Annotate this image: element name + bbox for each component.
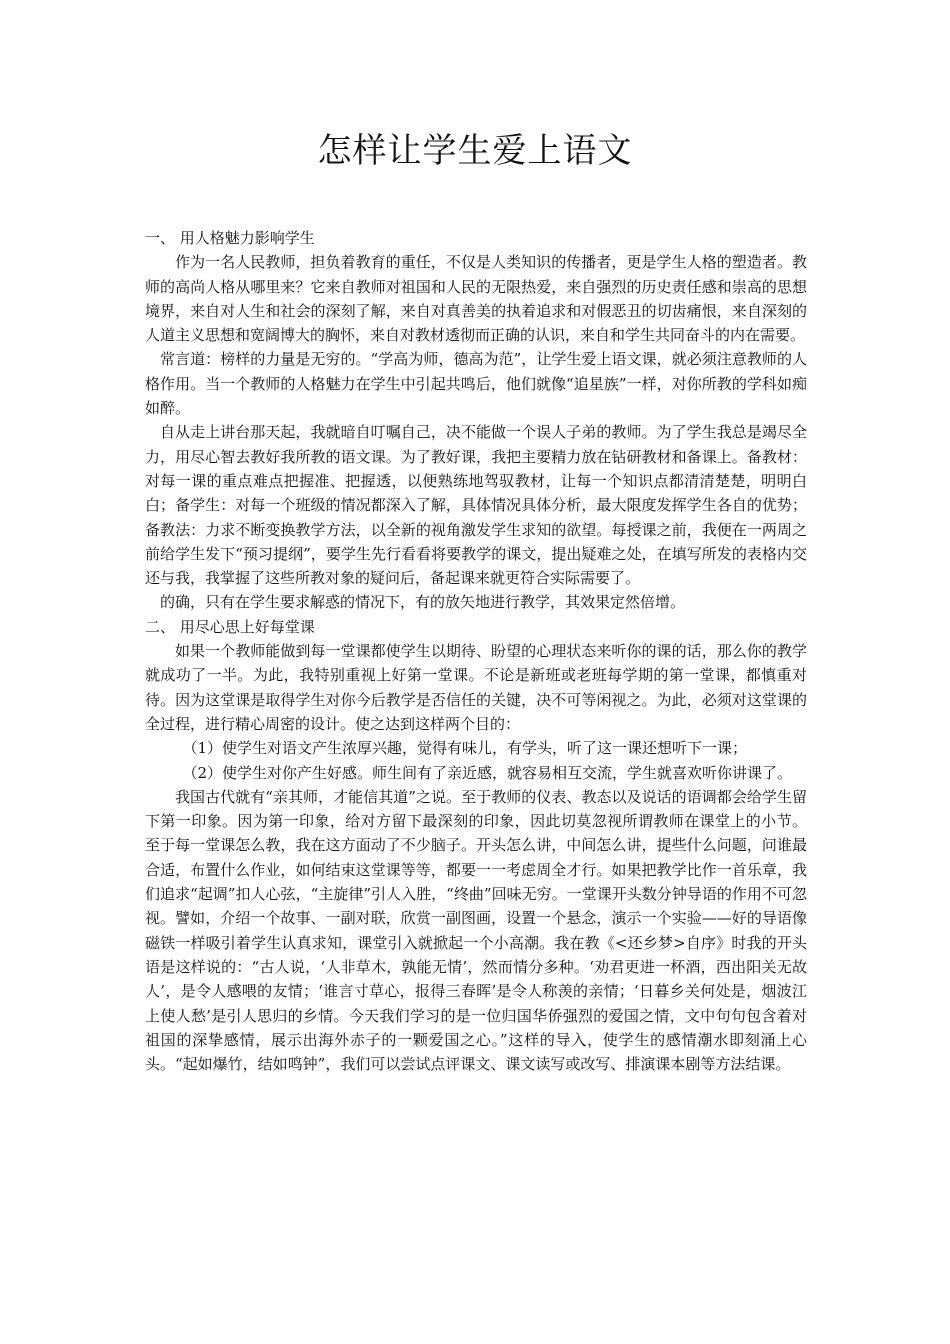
section-1-heading: 一、 用人格魅力影响学生 <box>145 229 315 247</box>
section-2-paragraph-2: 我国古代就有“亲其师，才能信其道”之说。至于教师的仪表、教态以及说话的语调都会给学生留下第一印象。因为第一印象，给对方留下最深刻的印象，因此切莫忽视所谓教师在课堂上的小节。 至于每一堂课怎么教，我在这方面动了不少脑子。开头怎么讲，中间怎么讲，提些什么问题，问谁最合适，布置什么作业，如何结束这堂课等等，都要一一考虑周全才行。如果把教学比作一首乐章，我们追求“起调”扣人心弦，“主旋律”引人入胜，“终曲”回味无穷。一堂课开头数分钟导语的作用不可忽视。譬如，介绍一个故事、一副对联，欣赏一副图画，设置一个悬念，演示一个实验——好的导语像磁铁一样吸引着学生认真求知，课堂引入就掀起一个小高潮。我在教《<还乡梦>自序》时我的开头语是这样说的：“古人说，‘人非草木，孰能无情’，然而情分多种。‘劝君更进一杯酒，西出阳关无故人’，是令人感喂的友情；‘谁言寸草心，报得三春晖’是令人称羡的亲情；‘日暮乡关何处是，烟波江上使人愁’是引人思归的乡情。今天我们学习的是一位归国华侨强烈的爱国之情，文中句句包含着对祖国的深挚感情，展示出海外赤子的一颗爱国之心。”这样的导入，使学生的感情潮水即刻涌上心头。“起如爆竹，结如鸣钟”，我们可以尝试点评课文、课文读写或改写、排演课本剧等方法结课。 <box>145 787 807 1074</box>
section-1-paragraph-2: 常言道：榜样的力量是无穷的。“学高为师，德高为范”，让学生爱上语文课，就必须注意教师的人格作用。当一个教师的人格魅力在学生中引起共鸣后，他们就像“追星族”一样，对你所教的学科如痴如醉。 <box>145 350 807 418</box>
section-1-paragraph-1: 作为一名人民教师，担负着教育的重任，不仅是人类知识的传播者，更是学生人格的塑造者。教师的高尚人格从哪里来？它来自教师对祖国和人民的无限热爱，来自强烈的历史责任感和崇高的思想境界，来自对人生和社会的深刻了解，来自对真善美的执着追求和对假恶丑的切齿痛恨，来自深刻的人道主义思想和宽阔博大的胸怀，来自对教材透彻而正确的认识，来自和学生共同奋斗的内在需要。 <box>145 253 807 345</box>
section-2-paragraph-1: 如果一个教师能做到每一堂课都使学生以期待、盼望的心理状态来听你的课的话，那么你的教学就成功了一半。为此，我特别重视上好第一堂课。不论是新班或老班每学期的第一堂课，都慎重对待。因为这堂课是取得学生对你今后教学是否信任的关键，决不可等闲视之。为此，必须对这堂课的全过程，进行精心周密的设计。使之达到这样两个目的： <box>145 642 807 733</box>
section-1-paragraph-3: 自从走上讲台那天起，我就暗自叮嘱自己，决不能做一个误人子弟的教师。为了学生我总是竭尽全力，用尽心智去教好我所教的语文课。为了教好课，我把主要精力放在钻研教材和备课上。备教材：对每一课的重点难点把握准、把握透，以便熟练地驾驭教材，让每一个知识点都清清楚楚，明明白白；备学生：对每一个班级的情况都深入了解，具体情况具体分析，最大限度发挥学生各自的优势；备教法：力求不断变换教学方法，以全新的视角激发学生求知的欲望。每授课之前，我便在一两周之前给学生发下“预习提纲”，要学生先行看看将要教学的课文，提出疑难之处，在填写所发的表格内交还与我，我掌握了这些所教对象的疑问后，备起课来就更符合实际需要了。 <box>145 423 807 588</box>
document-body <box>145 226 807 1076</box>
section-2-item-2: （2）使学生对你产生好感。师生间有了亲近感，就容易相互交流，学生就喜欢听你讲课了。 <box>182 763 793 782</box>
section-2-heading: 二、 用尽心思上好每堂课 <box>145 617 315 636</box>
section-2-item-1: （1）使学生对语文产生浓厚兴趣，觉得有味儿，有学头，听了这一课还想听下一课； <box>182 739 748 758</box>
document-title: 怎样让学生爱上语文 <box>317 131 633 171</box>
section-1-paragraph-4: 的确，只有在学生要求解惑的情况下，有的放矢地进行教学，其效果定然倍增。 <box>160 593 686 612</box>
